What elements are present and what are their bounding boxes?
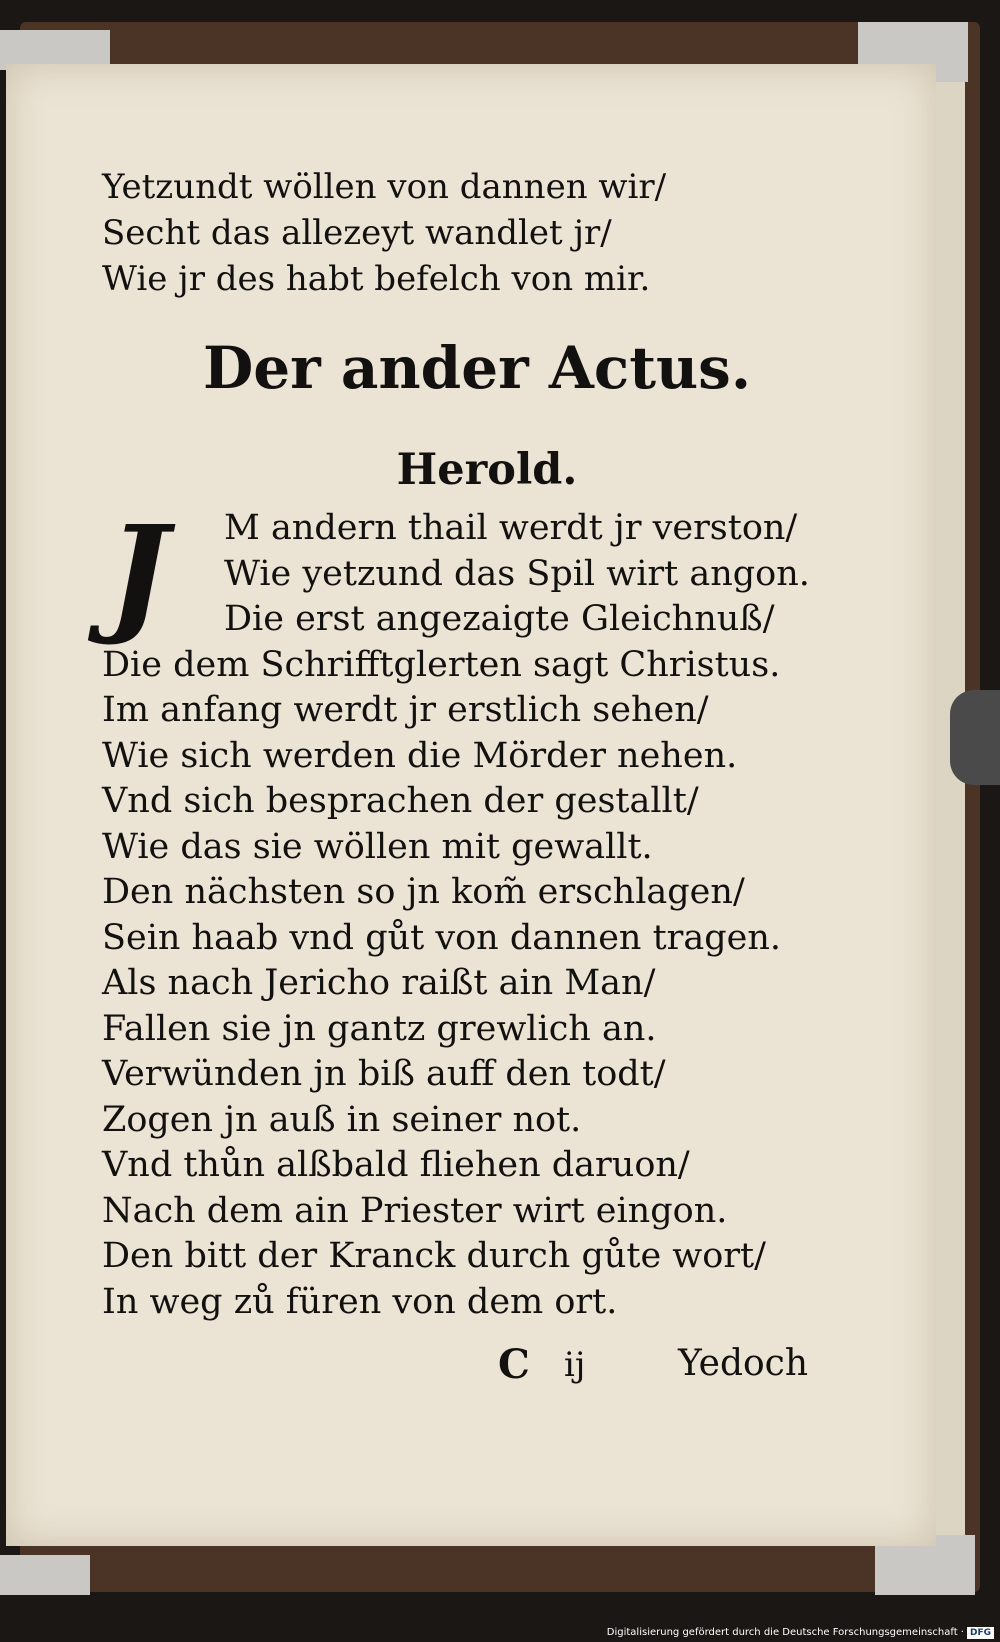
verse-line: Die dem Schrifftglerten sagt Christus.	[102, 644, 781, 685]
verse-line: M andern thail werdt jr verston/	[224, 508, 798, 548]
page-text	[102, 164, 832, 1397]
verse-line: Verwünden jn biß auff den todt/	[102, 1054, 666, 1094]
speaker-name: Herold.	[396, 445, 578, 495]
verse-line: Wie sich werden die Mörder nehen.	[102, 735, 738, 776]
verse-line: Den nächsten so jn kom̃ erschlagen/	[102, 872, 745, 912]
catchword: Yedoch	[678, 1343, 809, 1384]
verse-line: Als nach Jericho raißt ain Man/	[102, 963, 656, 1003]
verse-line: Den bitt der Kranck durch gůte wort/	[102, 1236, 766, 1276]
verse-line: Wie das sie wöllen mit gewallt.	[102, 826, 653, 867]
digitization-credit	[607, 1626, 994, 1640]
verse-line: Im anfang werdt jr erstlich sehen/	[102, 690, 709, 730]
verse-line: Wie yetzund das Spil wirt angon.	[224, 553, 810, 594]
book-page	[6, 64, 936, 1546]
top-verse-line: Yetzundt wöllen von dannen wir/	[102, 167, 667, 207]
verse-block	[102, 499, 832, 1325]
top-verse-line: Wie jr des habt befelch von mir.	[102, 259, 651, 299]
page-footer	[102, 1337, 832, 1397]
verse-line: In weg zů füren von dem ort.	[102, 1281, 618, 1322]
dfg-logo: DFG	[967, 1627, 994, 1639]
verse-line: Sein haab vnd gůt von dannen tragen.	[102, 917, 782, 958]
book-clasp	[950, 690, 1000, 785]
verse-line: Vnd thůn alßbald fliehen daruon/	[102, 1145, 690, 1185]
verse-line: Nach dem ain Priester wirt eingon.	[102, 1190, 728, 1231]
verse-line: Vnd sich besprachen der gestallt/	[102, 781, 699, 821]
signature-letter: C	[498, 1341, 530, 1388]
verse-line: Fallen sie jn gantz grewlich an.	[102, 1008, 657, 1049]
act-heading: Der ander Actus.	[202, 334, 752, 402]
top-verse-line: Secht das allezeyt wandlet jr/	[102, 213, 612, 253]
signature-number: ij	[564, 1345, 586, 1385]
decorated-initial: J	[108, 499, 169, 649]
credit-text: Digitalisierung gefördert durch die Deutsche Forschungsgemeinschaft ·	[606, 1627, 964, 1638]
corner-protector-bottom-left	[0, 1555, 90, 1595]
verse-line: Die erst angezaigte Gleichnuß/	[224, 599, 775, 639]
verse-line: Zogen jn auß in seiner not.	[102, 1099, 582, 1140]
